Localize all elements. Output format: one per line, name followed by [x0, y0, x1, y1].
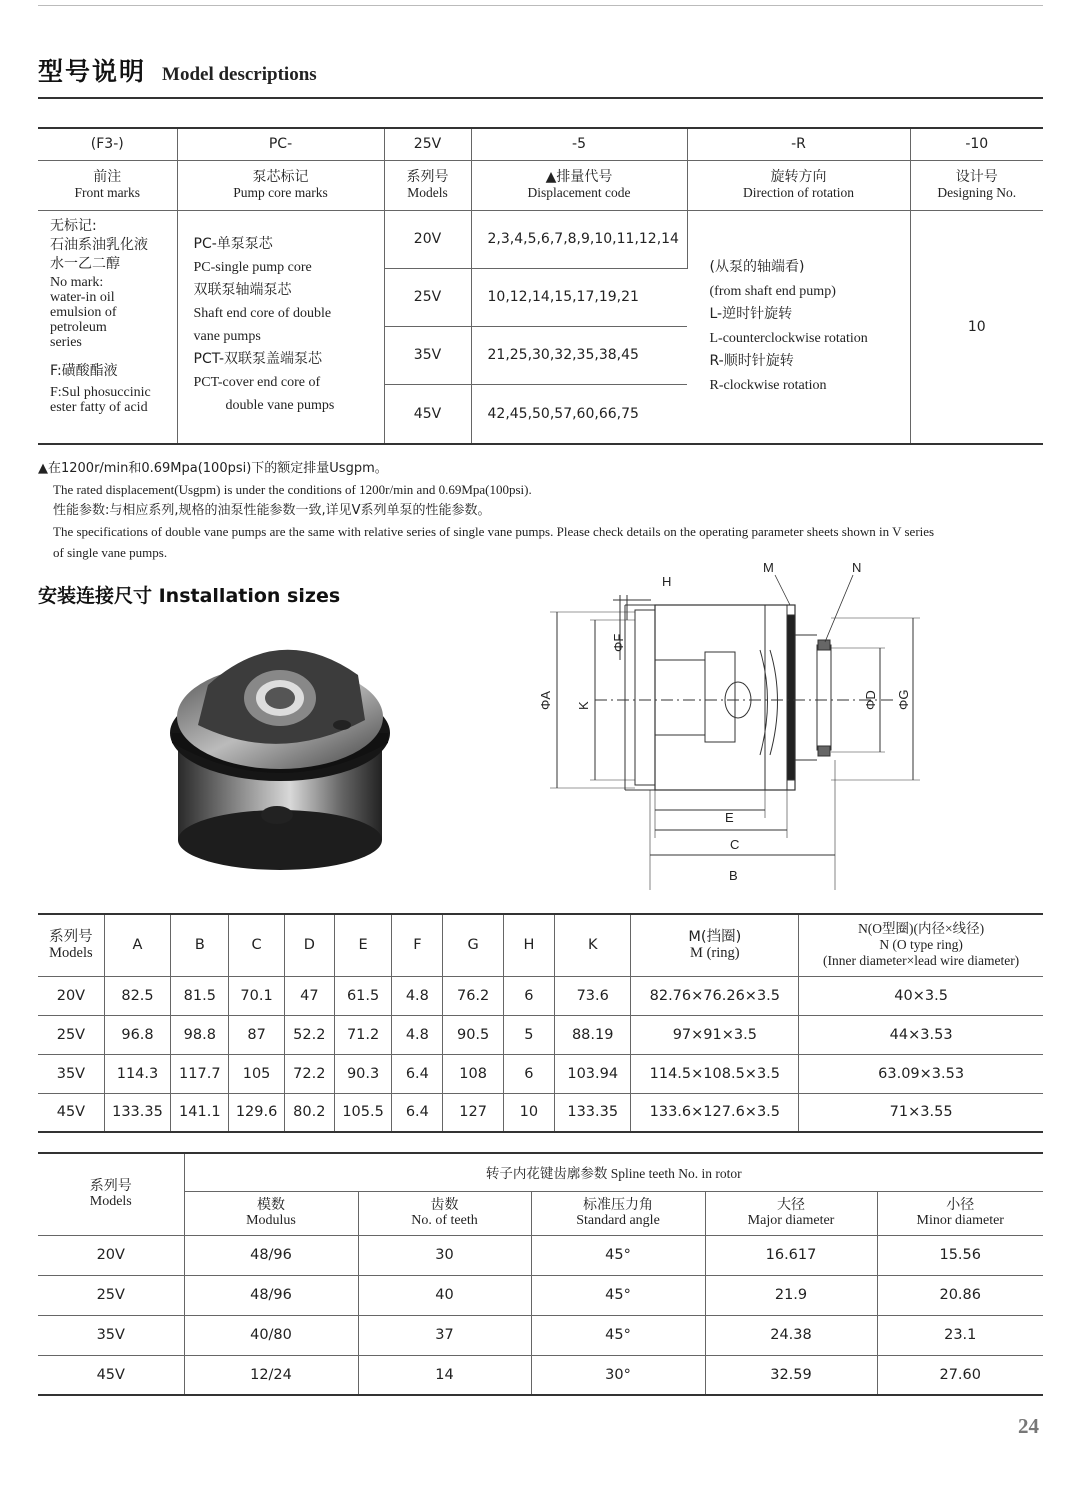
front-marks-cell	[38, 210, 177, 444]
cell: 114.5×108.5×3.5	[631, 1054, 799, 1093]
heading-cell	[687, 160, 910, 210]
header-en: (Inner diameter×lead wire diameter)	[823, 953, 1020, 969]
drawing-label-a: ΦA	[538, 690, 553, 710]
title-rule	[38, 97, 1043, 99]
spline-header	[877, 1191, 1043, 1235]
spline-title-row	[38, 1153, 1043, 1191]
model-cell: 25V	[384, 268, 471, 326]
cell: 61.5	[334, 976, 391, 1015]
cell: 48/96	[184, 1275, 358, 1315]
title-en: Model descriptions	[162, 64, 317, 85]
drawing-label-c: C	[730, 837, 740, 852]
cell: 30°	[531, 1355, 705, 1395]
front-mark-line: 无标记:	[50, 217, 97, 234]
cell: 90.3	[334, 1054, 391, 1093]
model-description-table	[38, 127, 1043, 445]
dimension-row	[38, 1093, 1043, 1132]
cell: 114.3	[104, 1054, 170, 1093]
header-en: Minor diameter	[916, 1213, 1004, 1228]
cell: 37	[358, 1315, 531, 1355]
header-cn: M(挡圈)	[688, 929, 742, 946]
cell: 81.5	[171, 976, 229, 1015]
displacement-cell: 21,25,30,32,35,38,45	[471, 326, 687, 384]
pump-core-line: PC-single pump core	[193, 259, 312, 275]
header-cn: 系列号	[89, 1178, 132, 1195]
cell: 127	[443, 1093, 503, 1132]
dim-header: D	[284, 914, 334, 976]
pump-core-line: double vane pumps	[225, 397, 335, 413]
dim-header: G	[443, 914, 503, 976]
front-mark-line: No mark:	[50, 274, 104, 290]
drawing-label-n: N	[852, 560, 862, 575]
header-en: No. of teeth	[411, 1213, 478, 1228]
direction-line: R-clockwise rotation	[709, 377, 827, 393]
title-cn: 型号说明	[38, 57, 147, 86]
code-cell: PC-	[177, 128, 384, 160]
spline-row	[38, 1275, 1043, 1315]
dimension-row	[38, 976, 1043, 1015]
cell: 30	[358, 1235, 531, 1275]
pump-core-line: PCT-双联泵盖端泵芯	[193, 350, 323, 367]
front-mark-line: petroleum	[50, 319, 107, 335]
dimension-row	[38, 1015, 1043, 1054]
direction-line: L-counterclockwise rotation	[709, 330, 868, 346]
displacement-cell: 10,12,14,15,17,19,21	[471, 268, 687, 326]
cell: 6.4	[392, 1054, 443, 1093]
design-no-cell: 10	[910, 210, 1043, 444]
cell: 63.09×3.53	[799, 1054, 1043, 1093]
note-line: of single vane pumps.	[53, 545, 168, 560]
dim-header: B	[171, 914, 229, 976]
header-cn: 标准压力角	[583, 1197, 653, 1213]
cell: 20.86	[877, 1275, 1043, 1315]
cell: 117.7	[171, 1054, 229, 1093]
direction-line: (从泵的轴端看)	[709, 259, 805, 276]
heading-cn: 旋转方向	[770, 169, 827, 185]
cell: 14	[358, 1355, 531, 1395]
front-mark-line: water-in oil	[50, 289, 115, 305]
note-line: ▲在1200r/min和0.69Mpa(100psi)下的额定排量Usgpm。	[38, 461, 388, 476]
code-cell: 25V	[384, 128, 471, 160]
spline-header	[184, 1191, 358, 1235]
drawing-label-g: ΦG	[896, 689, 911, 710]
models-header	[38, 1153, 184, 1235]
cell: 103.94	[555, 1054, 631, 1093]
cell: 44×3.53	[799, 1015, 1043, 1054]
header-en: Standard angle	[576, 1213, 660, 1228]
cell: 98.8	[171, 1015, 229, 1054]
dimension-header-row	[38, 914, 1043, 976]
cell: 90.5	[443, 1015, 503, 1054]
heading-en: Designing No.	[937, 185, 1017, 200]
model-cell: 20V	[384, 210, 471, 268]
direction-line: R-顺时针旋转	[709, 353, 794, 370]
drawing-label-e: E	[725, 810, 734, 825]
cell: 4.8	[392, 1015, 443, 1054]
note-line: 性能参数:与相应系列,规格的油泵性能参数一致,详见V系列单泵的性能参数。	[53, 503, 491, 518]
spline-row	[38, 1355, 1043, 1395]
cell: 141.1	[171, 1093, 229, 1132]
note-line: The rated displacement(Usgpm) is under the conditions of 1200r/min and 0.69Mpa(100psi).	[53, 482, 532, 497]
pump-core-line: Shaft end core of double	[193, 305, 332, 321]
front-mark-line: F:Sul phosuccinic	[50, 384, 151, 400]
dim-header: F	[392, 914, 443, 976]
spline-table	[38, 1152, 1043, 1396]
drawing-label-m: M	[763, 560, 774, 575]
spline-header	[531, 1191, 705, 1235]
front-mark-line: 石油系油乳化液	[50, 236, 148, 253]
direction-cell	[687, 210, 910, 444]
cell: 45°	[531, 1315, 705, 1355]
cell: 21.9	[705, 1275, 877, 1315]
spline-header	[705, 1191, 877, 1235]
cell: 133.6×127.6×3.5	[631, 1093, 799, 1132]
pump-core-line: PC-单泵泵芯	[193, 235, 273, 252]
front-mark-line: ester fatty of acid	[50, 399, 148, 415]
cell: 40	[358, 1275, 531, 1315]
heading-en: Direction of rotation	[743, 185, 854, 200]
front-mark-line: series	[50, 334, 82, 350]
header-en: Models	[89, 1194, 132, 1210]
cell: 88.19	[555, 1015, 631, 1054]
cell: 40×3.5	[799, 976, 1043, 1015]
cell: 70.1	[229, 976, 284, 1015]
heading-en: Front marks	[74, 185, 141, 200]
drawing-label-k: K	[576, 701, 591, 710]
cell: 32.59	[705, 1355, 877, 1395]
cell: 97×91×3.5	[631, 1015, 799, 1054]
cell: 35V	[38, 1315, 184, 1355]
cell: 45°	[531, 1235, 705, 1275]
code-cell: -10	[910, 128, 1043, 160]
heading-cn: 泵芯标记	[252, 169, 309, 185]
cell: 4.8	[392, 976, 443, 1015]
heading-cell	[910, 160, 1043, 210]
models-header	[38, 914, 104, 976]
dim-header: A	[104, 914, 170, 976]
cell: 82.76×76.26×3.5	[631, 976, 799, 1015]
note-line: The specifications of double vane pumps are the same with relative series of single vane pumps. Please check details on the operating parameter sheets shown in V series	[53, 524, 935, 539]
cell: 96.8	[104, 1015, 170, 1054]
heading-cell	[38, 160, 177, 210]
cell: 71×3.55	[889, 1104, 953, 1121]
cell: 47	[284, 976, 334, 1015]
code-row	[38, 128, 1043, 160]
cell: 16.617	[705, 1235, 877, 1275]
heading-cn: ▲排量代号	[545, 169, 613, 185]
cell: 23.1	[877, 1315, 1043, 1355]
cell: 48/96	[184, 1235, 358, 1275]
section-title: 安装连接尺寸 Installation sizes	[38, 585, 341, 607]
heading-en: Pump core marks	[233, 185, 328, 200]
dimension-row	[38, 1054, 1043, 1093]
pump-core-line: 双联泵轴端泵芯	[193, 281, 292, 298]
model-row	[38, 210, 1043, 268]
header-cn: 大径	[777, 1197, 805, 1213]
heading-en: Displacement code	[527, 185, 631, 200]
cell: 10	[503, 1093, 554, 1132]
direction-line: (from shaft end pump)	[709, 283, 836, 299]
front-mark-line: emulsion of	[50, 304, 117, 320]
header-en: Models	[49, 945, 93, 962]
heading-cn: 设计号	[955, 169, 998, 185]
cell: 45°	[531, 1275, 705, 1315]
heading-cn: 系列号	[406, 169, 449, 185]
spline-header	[358, 1191, 531, 1235]
installation-drawing	[535, 560, 935, 900]
cell: 15.56	[877, 1235, 1043, 1275]
cell: 25V	[38, 1015, 104, 1054]
header-en: Major diameter	[747, 1213, 835, 1228]
drawing-label-f: ΦF	[611, 633, 626, 652]
heading-row	[38, 160, 1043, 210]
cell: 5	[503, 1015, 554, 1054]
heading-cell	[177, 160, 384, 210]
code-cell: -R	[687, 128, 910, 160]
heading-en: Models	[407, 185, 448, 200]
cell: 133.35	[104, 1093, 170, 1132]
header-en: N (O type ring)	[879, 937, 963, 953]
drawing-label-b: B	[729, 868, 738, 883]
header-cn: 模数	[257, 1197, 285, 1213]
pump-core-cell	[177, 210, 384, 444]
cell: 20V	[38, 976, 104, 1015]
cell: 20V	[38, 1235, 184, 1275]
cell: 82.5	[104, 976, 170, 1015]
direction-line: L-逆时针旋转	[709, 306, 793, 323]
cell: 87	[229, 1015, 284, 1054]
cell: 105.5	[334, 1093, 391, 1132]
cell: 45V	[38, 1093, 104, 1132]
dimension-table	[38, 913, 1043, 1133]
cell: 12/24	[184, 1355, 358, 1395]
spline-title: 转子内花键齿廓参数 Spline teeth No. in rotor	[184, 1153, 1043, 1191]
cell: 45V	[38, 1355, 184, 1395]
model-cell: 45V	[384, 384, 471, 444]
cell: 24.38	[705, 1315, 877, 1355]
cell: 27.60	[939, 1366, 981, 1383]
spline-row	[38, 1315, 1043, 1355]
cell: 6	[503, 976, 554, 1015]
cell: 72.2	[284, 1054, 334, 1093]
m-header	[631, 914, 799, 976]
header-en: M (ring)	[690, 945, 740, 962]
code-cell: -5	[471, 128, 687, 160]
header-cn: 小径	[946, 1197, 975, 1213]
cell: 80.2	[284, 1093, 334, 1132]
cell: 108	[443, 1054, 503, 1093]
model-cell: 35V	[384, 326, 471, 384]
heading-cell	[384, 160, 471, 210]
header-en: Modulus	[246, 1213, 296, 1228]
n-header	[799, 914, 1043, 976]
cell: 129.6	[229, 1093, 284, 1132]
cell: 76.2	[443, 976, 503, 1015]
dim-header: C	[229, 914, 284, 976]
front-mark-line: F:磺酸酯液	[50, 362, 118, 379]
cell: 105	[229, 1054, 284, 1093]
drawing-label-d: ΦD	[863, 690, 878, 710]
heading-cn: 前注	[93, 169, 122, 185]
pump-core-line: PCT-cover end core of	[193, 374, 321, 390]
cell: 25V	[38, 1275, 184, 1315]
cell: 6	[503, 1054, 554, 1093]
spline-row	[38, 1235, 1043, 1275]
notes	[38, 458, 1048, 563]
displacement-cell: 42,45,50,57,60,66,75	[487, 405, 639, 422]
heading-cell	[471, 160, 687, 210]
header-cn: N(O型圈)(内径×线径)	[858, 921, 985, 937]
dim-header: H	[503, 914, 554, 976]
top-rule	[38, 0, 1043, 6]
header-cn: 齿数	[430, 1197, 459, 1213]
code-cell: (F3-)	[38, 128, 177, 160]
cell: 35V	[38, 1054, 104, 1093]
page-title	[38, 52, 317, 88]
header-cn: 系列号	[49, 929, 93, 946]
pump-core-photo	[160, 625, 400, 885]
pump-core-line: vane pumps	[193, 328, 261, 344]
cell: 6.4	[392, 1093, 443, 1132]
spline-header-row	[38, 1191, 1043, 1235]
page-number: 24	[1018, 1414, 1039, 1438]
cell: 40/80	[184, 1315, 358, 1355]
displacement-cell: 2,3,4,5,6,7,8,9,10,11,12,14	[471, 210, 687, 268]
cell: 133.35	[555, 1093, 631, 1132]
dim-header: E	[334, 914, 391, 976]
dim-header: K	[555, 914, 631, 976]
cell: 73.6	[555, 976, 631, 1015]
front-mark-line: 水一乙二醇	[50, 255, 120, 272]
cell: 71.2	[334, 1015, 391, 1054]
cell: 52.2	[284, 1015, 334, 1054]
drawing-label-h: H	[662, 574, 672, 589]
